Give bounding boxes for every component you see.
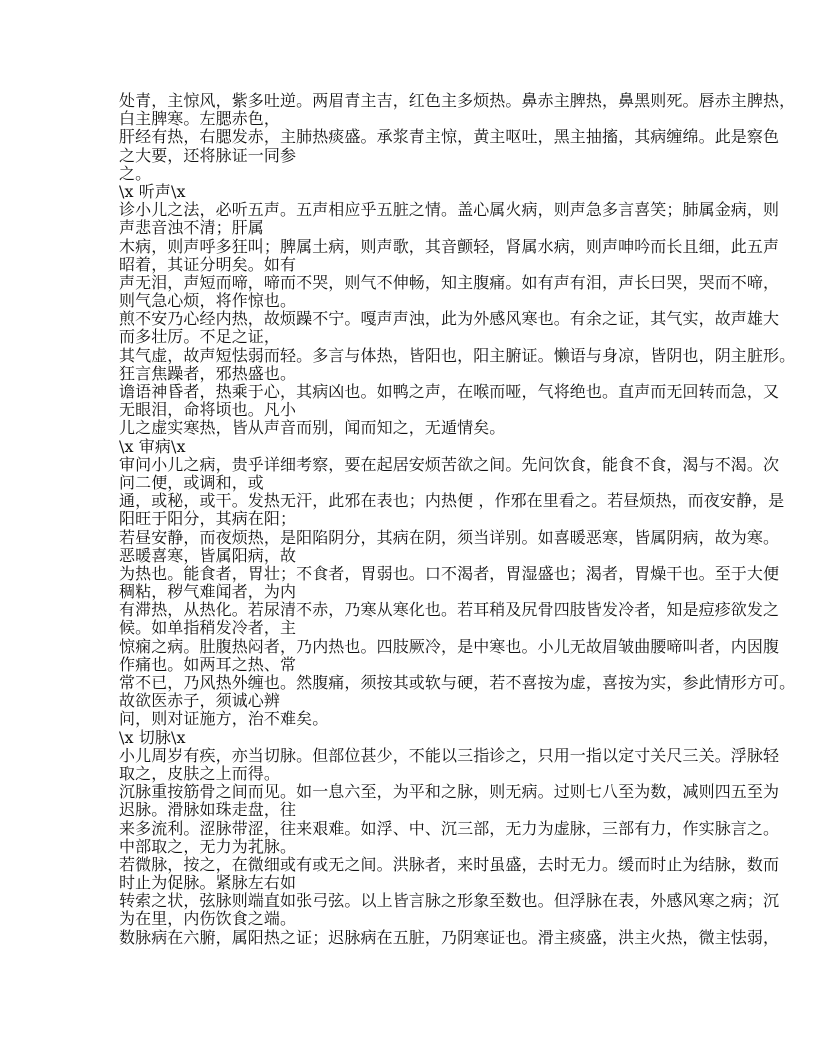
text-line: 声无泪，声短而啼，啼而不哭，则气不伸畅，知主腹痛。如有声有泪，声长曰哭，哭而不啼， <box>119 272 780 292</box>
text-line: 昭着，其证分明矣。如有 <box>119 254 297 274</box>
text-line: 为在里，内伤饮食之端。 <box>119 909 297 929</box>
text-line: 稠粘，秽气难闻者，为内 <box>119 582 297 602</box>
text-line: 来多流利。涩脉带涩，往来艰难。如浮、中、沉三部，无力为虚脉，三部有力，作实脉言之。 <box>119 818 780 838</box>
text-line: 通，或秘，或干。发热无汗，此邪在表也；内热便 ，作邪在里看之。若昼烦热，而夜安静，是 <box>119 491 785 511</box>
text-line: 之。 <box>119 163 152 183</box>
text-line: 问二便，或调和，或 <box>119 472 264 492</box>
text-line: 中部取之，无力为芤脉。 <box>119 836 297 856</box>
text-line: 若昼安静，而夜烦热，是阳陷阴分，其病在阴，须当详别。如喜暖恶寒，皆属阴病，故为寒。 <box>119 527 780 547</box>
text-line: 而多壮厉。不足之证， <box>119 327 281 347</box>
text-line: 谵语神昏者，热乘于心，其病凶也。如鸭之声，在喉而哑，气将绝也。直声而无回转而急，又 <box>119 382 780 401</box>
text-line: 声悲音浊不清；肝属 <box>119 218 264 238</box>
text-line: 无眼泪，命将顷也。凡小 <box>119 400 297 420</box>
text-line: 为热也。能食者，胃壮；不食者，胃弱也。口不渴者，胃湿盛也；渴者，胃燥干也。至于大便 <box>119 563 780 583</box>
text-line: 处青，主惊风，紫多吐逆。两眉青主吉，红色主多烦热。鼻赤主脾热，鼻黑则死。唇赤主脾热， <box>119 91 796 110</box>
text-line: 常不已，乃风热外缠也。然腹痛，须按其或软与硬，若不喜按为虚，喜按为实，参此情形方可。 <box>119 673 796 692</box>
text-line: 狂言焦躁者，邪热盛也。 <box>119 363 297 383</box>
text-line: 时止为促脉。紧脉左右如 <box>119 873 297 893</box>
text-line: 则气急心烦，将作惊也。 <box>119 291 297 311</box>
text-line: 转索之状，弦脉则端直如张弓弦。以上皆言脉之形象至数也。但浮脉在表，外感风寒之病；沉 <box>119 891 780 911</box>
text-line: 数脉病在六腑，属阳热之证；迟脉病在五脏，乃阴寒证也。滑主痰盛，洪主火热，微主怯弱， <box>119 927 780 947</box>
text-line: 沉脉重按筋骨之间而见。如一息六至，为平和之脉，则无病。过则七八至为数，减则四五至为 <box>119 782 780 802</box>
text-line: 小儿周岁有疾，亦当切脉。但部位甚少，不能以三指诊之，只用一指以定寸关尺三关。浮脉轻 <box>119 745 780 765</box>
text-line: 儿之虚实寒热，皆从声音而别，闻而知之，无遁情矣。 <box>119 418 506 438</box>
text-line: 若微脉，按之，在微细或有或无之间。洪脉者，来时虽盛，去时无力。缓而时止为结脉，数而 <box>119 854 780 874</box>
text-line: 问，则对证施方，治不难矣。 <box>119 709 329 729</box>
text-line: 恶暖喜寒，皆属阳病，故 <box>119 545 297 565</box>
text-line: 肝经有热，右腮发赤，主肺热痰盛。承浆青主惊，黄主呕吐，黑主抽搐，其病缠绵。此是察色 <box>119 127 780 147</box>
text-line: 诊小儿之法，必听五声。五声相应乎五脏之情。盖心属火病，则声急多言喜笑；肺属金病，则 <box>119 200 780 220</box>
document-page <box>119 91 796 947</box>
text-line: 白主脾寒。左腮赤色， <box>119 109 281 129</box>
text-line: 木病，则声呼多狂叫；脾属土病，则声歌，其音颤轻，肾属水病，则声呻吟而长且细，此五声 <box>119 236 780 256</box>
text-line: 惊痫之病。肚腹热闷者，乃内热也。四肢厥冷，是中寒也。小儿无故眉皱曲腰啼叫者，内因腹 <box>119 636 780 656</box>
text-line: 作痛也。如两耳之热、常 <box>119 654 297 674</box>
text-line: 迟脉。滑脉如珠走盘，往 <box>119 800 297 820</box>
section-heading: \x 审病\x <box>119 436 186 456</box>
section-heading: \x 切脉\x <box>119 727 186 747</box>
text-line: 煎不安乃心经内热，故烦躁不宁。嘎声声浊，此为外感风寒也。有余之证，其气实，故声雄大 <box>119 309 780 329</box>
text-line: 取之，皮肤之上而得。 <box>119 763 281 783</box>
text-line: 候。如单指稍发冷者，主 <box>119 618 297 638</box>
section-heading: \x 听声\x <box>119 181 186 201</box>
text-line: 阳旺于阳分，其病在阳； <box>119 509 297 529</box>
text-line: 审问小儿之病，贵乎详细考察，要在起居安烦苦欲之间。先问饮食，能食不食，渴与不渴。次 <box>119 454 780 474</box>
text-line: 有滞热，从热化。若尿清不赤，乃寒从寒化也。若耳稍及尻骨四肢皆发冷者，知是痘疹欲发之 <box>119 600 780 620</box>
text-line: 之大要，还将脉证一同参 <box>119 145 297 165</box>
text-line: 其气虚，故声短怯弱而轻。多言与体热，皆阳也，阳主腑证。懒语与身凉，皆阴也，阴主脏形。 <box>119 345 796 365</box>
text-line: 故欲医赤子，须诚心辨 <box>119 691 281 711</box>
